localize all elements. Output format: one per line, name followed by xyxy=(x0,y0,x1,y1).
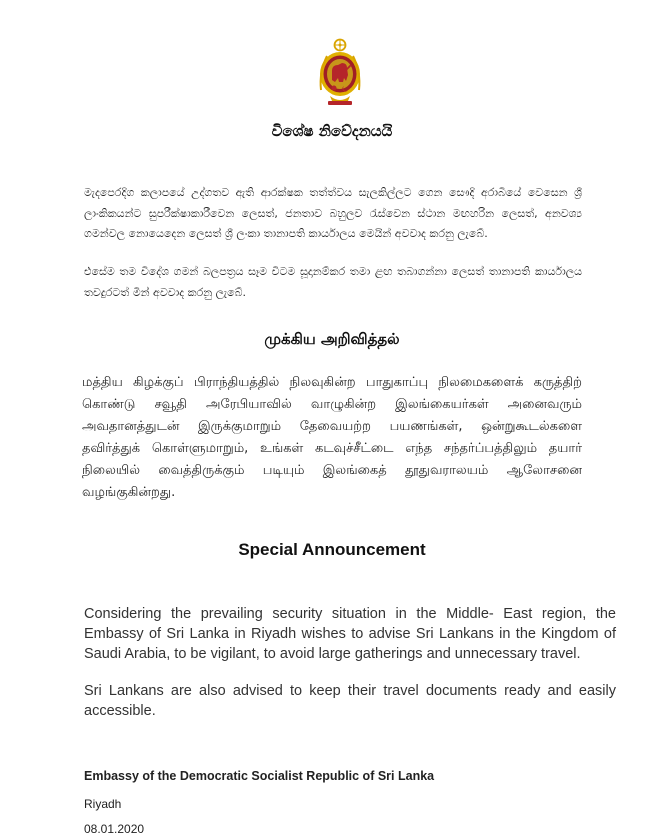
tamil-heading: முக்கிய அறிவித்தல் xyxy=(264,330,400,348)
english-heading: Special Announcement xyxy=(238,540,426,559)
english-paragraph-2: Sri Lankans are also advised to keep their travel documents ready and easily accessible. xyxy=(84,683,616,719)
english-paragraph-1: Considering the prevailing security situation in the Middle- East region, the Embassy of Sri Lanka in Riyadh wishes to advise Sri Lankans in the Kingdom of Saudi Arabia, to be vigilant, to avoid large gatherings and unnecessary travel. xyxy=(84,606,616,662)
signature-date: 08.01.2020 xyxy=(84,822,145,836)
signature-organization: Embassy of the Democratic Socialist Republic of Sri Lanka xyxy=(84,769,435,783)
sri-lanka-emblem-icon xyxy=(317,38,363,108)
sinhala-heading: විශේෂ නිවේදනයයි xyxy=(271,122,393,140)
sinhala-paragraph-1: මැදපෙරදිග කලාපයේ උද්ගතව ඇති ආරක්ෂක තත්ත්වය සැලකිල්ලට ගෙන සෞදි අරාබියේ වෙසෙන ශ්‍රී ලාංකිකයන්ට සුපරීක්ෂාකාරීවෙන ලෙසත්, ජනතාව බහුලව රැස්වෙන ස්ථාන මඟහරින ලෙසත්, අනවශ්‍ය ගමන්වල නොයෙදෙන ලෙසත් ශ්‍රී ලංකා තානාපති කාර්යාලය මෙයින් අවවාද කරනු ලැබේ. xyxy=(84,186,582,240)
signature-city: Riyadh xyxy=(84,797,122,811)
tamil-paragraph: மத்திய கிழக்குப் பிராந்தியத்தில் நிலவுகின்ற பாதுகாப்பு நிலமைகளைக் கருத்திற் கொண்டு சவூதி அரேபியாவில் வாழுகின்ற இலங்கையர்கள் அனைவரும் அவதானத்துடன் இருக்குமாறும் தேவையற்ற பயணங்கள், ஒன்றுகூடல்களை தவிர்த்துக் கொள்ளுமாறும், உங்கள் கடவுச்சீட்டை எந்த சந்தர்ப்பத்திலும் தயார் நிலையில் வைத்திருக்கும் படியும் இலங்கைத் தூதுவராலயம் ஆலோசனை வழங்குகின்றது. xyxy=(82,375,582,500)
sinhala-paragraph-2: එසේම තම විදේශ ගමන් බලපත්‍රය සෑම විටම සූදානම්කර තමා ළඟ තබාගන්නා ලෙසත් තානාපති කාර්යාලය තවදුරටත් මින් අවවාද කරනු ලැබේ. xyxy=(84,265,582,299)
